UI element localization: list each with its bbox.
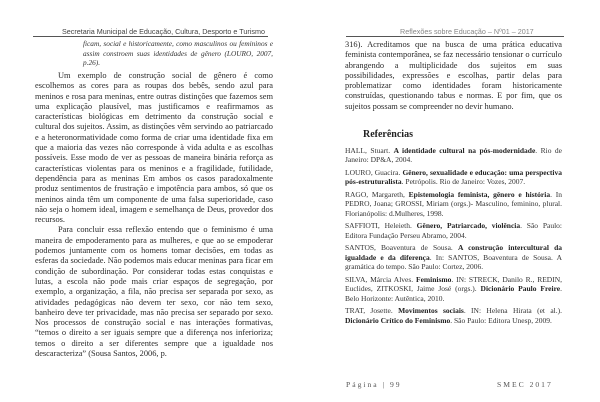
references-heading: Referências (363, 129, 413, 140)
paragraph: Para concluir essa reflexão entendo que o feminismo é uma maneira de empoderamento para as mulheres, e que ao se empoderar podemos juntamente com os homens tomar decisões, em todas as esferas da sociedade. Não podemos mais educar meninas para ficar em condição de subordinação. Por considerar todas estas conquistas e lutas, a escola não pode mais criar espaços de segregação, por exemplo, a organização, a fila, não precisa ser separada por sexo, as atividades pedagógicas não devem ter sexo, cor não tem sexo, banheiro deve ter privacidade, mas não precisa ser separado por sexo. Nos processos de construção social e nas interações formativas, “temos o direito a ser iguais sempre que a diferença nos inferioriza; temos o direito a ser diferentes sempre que a igualdade nos descaracteriza” (Sousa Santos, 2006, p. (35, 225, 273, 359)
header-rule-right (346, 36, 564, 37)
reference-item: HALL, Stuart. A identidade cultural na pós-modernidade. Rio de Janeiro: DP&A, 2004. (345, 146, 562, 165)
paragraph: 316). Acreditamos que na busca de uma prática educativa feminista contemporânea, se faz necessário tensionar o currículo abrangendo a multiplicidade dos sujeitos em suas possibilidades, expressões e escolhas, partir delas para problematizar como identidades foram historicamente construídas, questionando tabus e normas. E por fim, que os sujeitos possam se compreender no devir humano. (345, 40, 562, 111)
running-head-right: Reflexões sobre Educação – Nº01 – 2017 (400, 27, 534, 36)
reference-item: SANTOS, Boaventura de Sousa. A construção intercultural da igualdade e da diferença. In: SANTOS, Boaventura de Sousa. A gramática do tempo. São Paulo: Cortez, 2006. (345, 243, 563, 272)
references-list (345, 146, 562, 328)
header-rule-left (33, 36, 268, 37)
running-head-left: Secretaria Municipal de Educação, Cultura, Desporto e Turismo (62, 27, 265, 36)
body-column-right (345, 40, 562, 112)
reference-item: SILVA, Márcia Alves. Feminismo. IN: STRECK, Danilo R., REDIN, Euclides, ZITKOSKI, Jaime José (orgs.). Dicionário Paulo Freire. Belo Horizonte: Autêntica, 2010. (345, 274, 562, 303)
page-number: Página | 99 (346, 380, 402, 389)
reference-item: RAGO, Margareth, Epistemologia feminista, gênero e história. In PEDRO, Joana; GROSSI, Miriam (orgs.)- Masculino, feminino, plural. Florianópolis: d.Mulheres, 1998. (345, 190, 563, 218)
publisher-footer: SMEC 2017 (497, 380, 553, 389)
right-page (300, 0, 600, 402)
body-column-left (35, 71, 273, 359)
reference-item: TRAT, Josette. Movimentos sociais. IN: Helena Hirata (et al.). Dicionário Crítico do Feminismo. São Paulo: Editora Unesp, 2009. (345, 306, 562, 325)
block-quote: ficam, social e historicamente, como masculinos ou femininos e assim constroem suas identidades de gênero (LOURO, 2007, p.26). (83, 39, 273, 68)
reference-item: LOURO, Guacira. Gênero, sexualidade e educação: uma perspectiva pós-estruturalista. Petrópolis. Rio de Janeiro: Vozes, 2007. (345, 168, 562, 187)
paragraph: Um exemplo de construção social de gênero é como escolhemos as cores para as roupas dos bebês, sendo azul para meninos e rosa para meninas, entre outras distinções que fazemos sem uma explicação plausível, mas justificamos e reafirmamos as características biológicas em detrimento da construção social e cultural dos sujeitos. Assim, as distinções vêm servindo ao patriarcado e a heteronormatividade como forma de criar uma identidade fixa em que a maioria das vezes não corresponde à vida adulta e as escolhas possíveis. Esse modo de ver as pessoas de maneira binária reforça as características violentas para os meninos e a fragilidade, futilidade, dependência para as meninas Em ambos os casos paradoxalmente produz sentimentos de frustração e impotência para ambos, só que os meninos ainda têm um componente de uma falsa superioridade, caso não seja o homem ideal, imagem e semelhança de Deus, provedor dos recursos. (35, 71, 273, 225)
reference-item: SAFFIOTI, Heleieth. Gênero, Patriarcado, violência. São Paulo: Editora Fundação Perseu Abramo, 2004. (345, 221, 563, 240)
